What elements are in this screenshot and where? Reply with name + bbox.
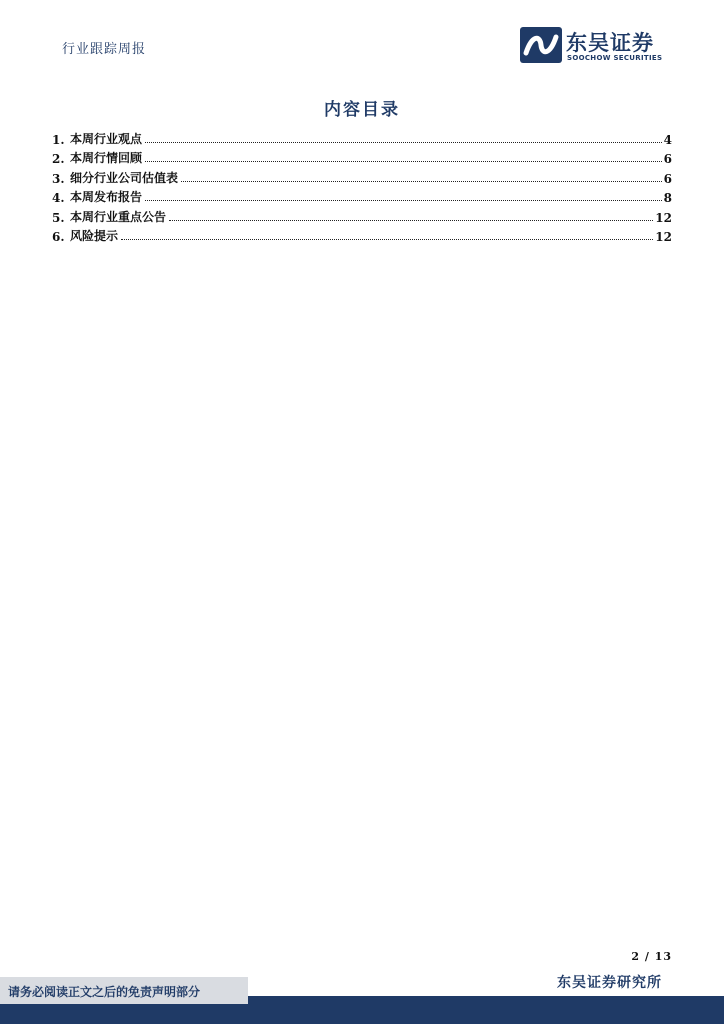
toc-item-page: 4 xyxy=(663,132,672,147)
toc-item-number: 2. xyxy=(52,152,65,166)
page-number: 2 / 13 xyxy=(631,950,672,963)
toc-item-page: 12 xyxy=(655,210,672,225)
toc-item-number: 1. xyxy=(52,132,65,147)
toc-leader-dots xyxy=(121,238,653,240)
toc-item[interactable] xyxy=(52,147,672,167)
institute-name: 东吴证券研究所 xyxy=(557,975,662,991)
toc-item-page: 8 xyxy=(663,191,672,205)
toc-item-number: 5. xyxy=(52,210,65,225)
toc-leader-dots xyxy=(145,160,662,162)
toc-leader-dots xyxy=(181,180,662,182)
toc-item-label: 本周行情回顾 xyxy=(70,151,143,165)
disclaimer-text: 请务必阅读正文之后的免责声明部分 xyxy=(8,985,201,999)
disclaimer-box xyxy=(0,977,248,1004)
soochow-logo-icon xyxy=(520,27,562,63)
toc-item-number: 4. xyxy=(52,191,65,205)
toc-item[interactable] xyxy=(52,127,672,147)
toc-title: 内容目录 xyxy=(324,100,400,120)
toc-item-number: 3. xyxy=(52,171,65,186)
toc-leader-dots xyxy=(145,199,662,201)
toc-item-page: 6 xyxy=(663,171,672,186)
table-of-contents xyxy=(52,127,672,244)
toc-item-page: 12 xyxy=(655,230,672,244)
logo-name-cn: 东吴证券 xyxy=(566,31,654,55)
toc-item-label: 本周发布报告 xyxy=(70,190,143,204)
report-type-label: 行业跟踪周报 xyxy=(62,42,147,57)
toc-item-number: 6. xyxy=(52,230,65,244)
toc-leader-dots xyxy=(169,219,653,221)
toc-item-label: 本周行业重点公告 xyxy=(70,209,167,224)
company-logo xyxy=(520,27,680,65)
toc-item-page: 6 xyxy=(663,152,672,166)
toc-item-label: 本周行业观点 xyxy=(70,131,143,146)
toc-item[interactable] xyxy=(52,205,672,225)
toc-item[interactable] xyxy=(52,166,672,186)
toc-item-label: 风险提示 xyxy=(70,229,119,243)
toc-item-label: 细分行业公司估值表 xyxy=(70,170,179,185)
toc-item[interactable] xyxy=(52,225,672,245)
toc-item[interactable] xyxy=(52,186,672,206)
toc-leader-dots xyxy=(145,141,662,143)
logo-name-en: SOOCHOW SECURITIES xyxy=(567,54,663,62)
